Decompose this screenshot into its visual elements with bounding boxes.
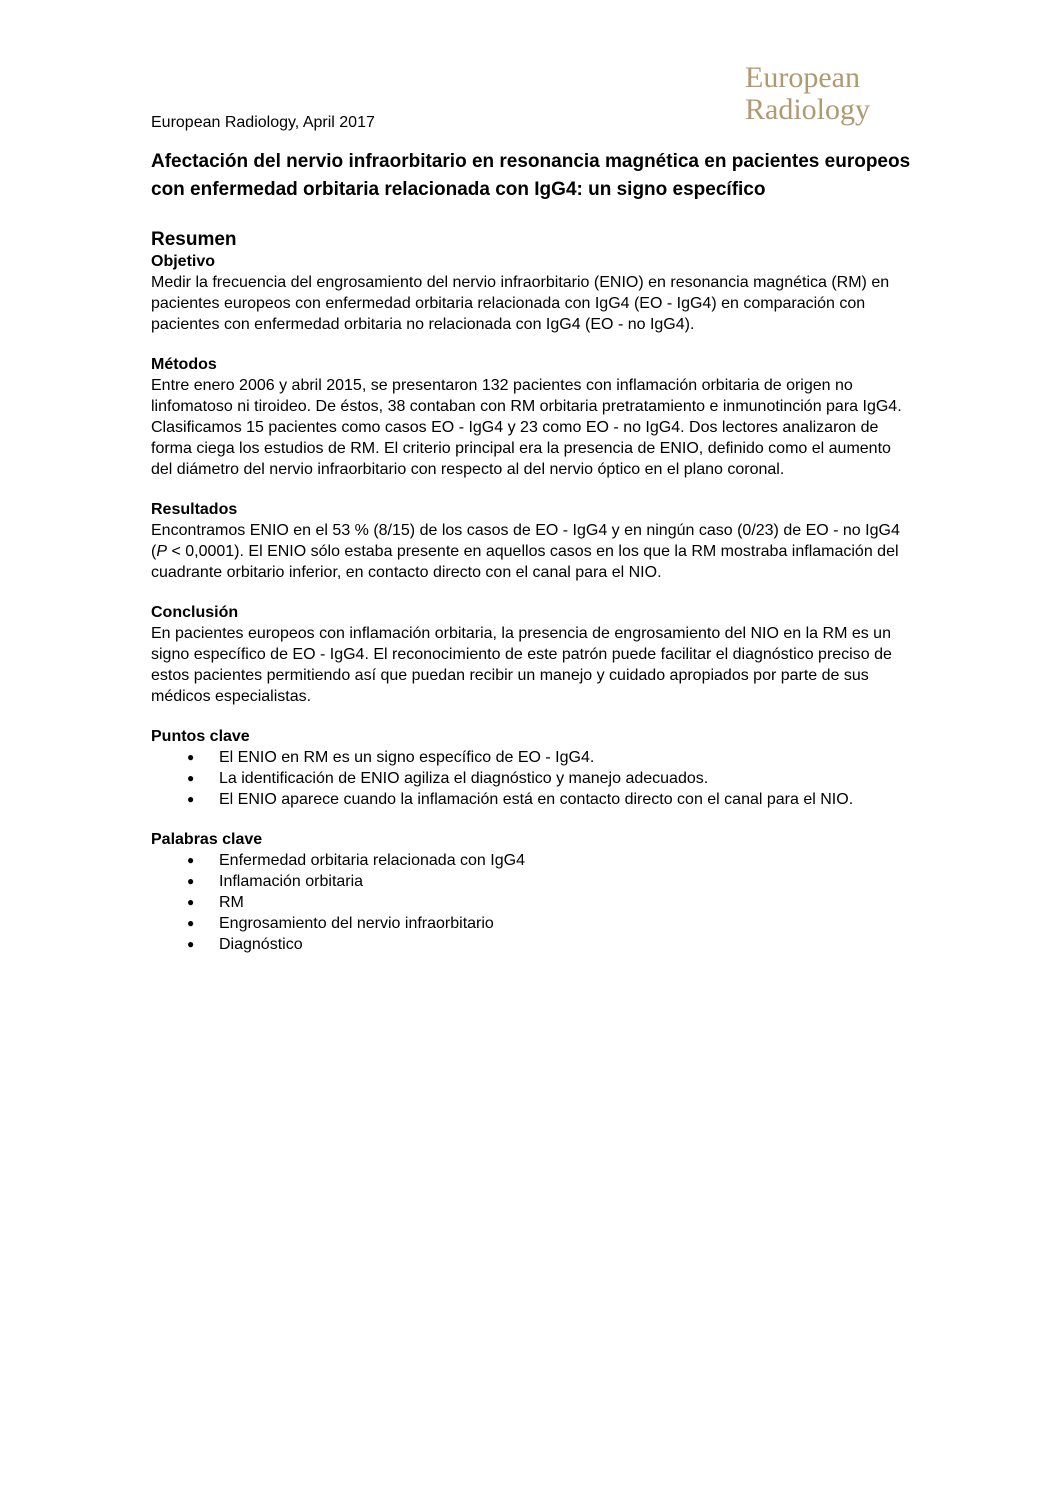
bullet-icon: ● [187, 853, 195, 867]
logo-line-1: European [745, 61, 860, 94]
document-body [151, 112, 911, 955]
section-text: En pacientes europeos con inflamación orbitaria, la presencia de engrosamiento del NIO en la RM es un signo específico de EO - IgG4. El reconocimiento de este patrón puede facilitar el diagnóstico preciso de estos pacientes permitiendo así que puedan recibir un manejo y cuidado apropiados por parte de sus médicos especialistas. [151, 625, 892, 705]
list-item [151, 934, 911, 955]
key-points-list [151, 747, 911, 810]
section-text: Medir la frecuencia del engrosamiento del nervio infraorbitario (ENIO) en resonancia magnética (RM) en pacientes europeos con enfermedad orbitaria relacionada con IgG4 (EO - IgG4) en comparación con pacientes con enfermedad orbitaria no relacionada con IgG4 (EO - no IgG4). [151, 274, 890, 333]
list-item [151, 768, 911, 789]
list-item-text: Diagnóstico [219, 936, 303, 953]
logo-line-2: Radiology [745, 93, 870, 126]
bullet-icon: ● [187, 750, 195, 764]
bullet-icon: ● [187, 771, 195, 785]
section-heading: Objetivo [151, 253, 216, 270]
bullet-icon: ● [187, 916, 195, 930]
section-heading: Palabras clave [151, 831, 263, 848]
section-conclusion [151, 602, 911, 707]
article-title: Afectación del nervio infraorbitario en resonancia magnética en pacientes europeos con enfermedad orbitaria relacionada con IgG4: un signo específico [151, 151, 911, 200]
section-metodos [151, 354, 911, 480]
section-heading: Métodos [151, 356, 217, 373]
section-palabras-clave [151, 829, 911, 955]
text-after-p: < 0,0001). El ENIO sólo estaba presente en aquellos casos en los que la RM mostraba inflamación del cuadrante orbitario inferior, en contacto directo con el canal para el NIO. [151, 543, 899, 581]
bullet-icon: ● [187, 874, 195, 888]
journal-citation: European Radiology, April 2017 [151, 114, 375, 131]
p-value-symbol: P [156, 543, 167, 560]
list-item-text: Engrosamiento del nervio infraorbitario [219, 915, 494, 932]
section-heading: Resultados [151, 501, 238, 518]
section-resultados [151, 499, 911, 583]
bullet-icon: ● [187, 937, 195, 951]
list-item [151, 913, 911, 934]
section-heading: Conclusión [151, 604, 239, 621]
summary-heading: Resumen [151, 229, 237, 250]
keywords-list [151, 850, 911, 955]
list-item [151, 850, 911, 871]
bullet-icon: ● [187, 792, 195, 806]
section-heading: Puntos clave [151, 728, 250, 745]
list-item-text: El ENIO aparece cuando la inflamación está en contacto directo con el canal para el NIO. [219, 791, 854, 808]
list-item-text: El ENIO en RM es un signo específico de EO - IgG4. [219, 749, 595, 766]
list-item-text: Inflamación orbitaria [219, 873, 364, 890]
list-item-text: La identificación de ENIO agiliza el diagnóstico y manejo adecuados. [219, 770, 709, 787]
bullet-icon: ● [187, 895, 195, 909]
list-item-text: RM [219, 894, 244, 911]
text-before-p: Encontramos ENIO en el 53 % (8/15) de los casos de EO - IgG4 y en ningún caso (0/23) de EO - no IgG4 ( [151, 522, 900, 560]
list-item [151, 871, 911, 892]
list-item-text: Enfermedad orbitaria relacionada con IgG4 [219, 852, 525, 869]
list-item [151, 892, 911, 913]
list-item [151, 747, 911, 768]
section-text: Entre enero 2006 y abril 2015, se presentaron 132 pacientes con inflamación orbitaria de origen no linfomatoso ni tiroideo. De éstos, 38 contaban con RM orbitaria pretratamiento e inmunotinción para IgG4. Clasificamos 15 pacientes como casos EO - IgG4 y 23 como EO - no IgG4. Dos lectores analizaron de forma ciega los estudios de RM. El criterio principal era la presencia de ENIO, definido como el aumento del diámetro del nervio infraorbitario con respecto al del nervio óptico en el plano coronal. [151, 377, 902, 478]
section-objetivo [151, 251, 911, 335]
section-text [151, 520, 911, 583]
list-item [151, 789, 911, 810]
section-puntos-clave [151, 726, 911, 810]
